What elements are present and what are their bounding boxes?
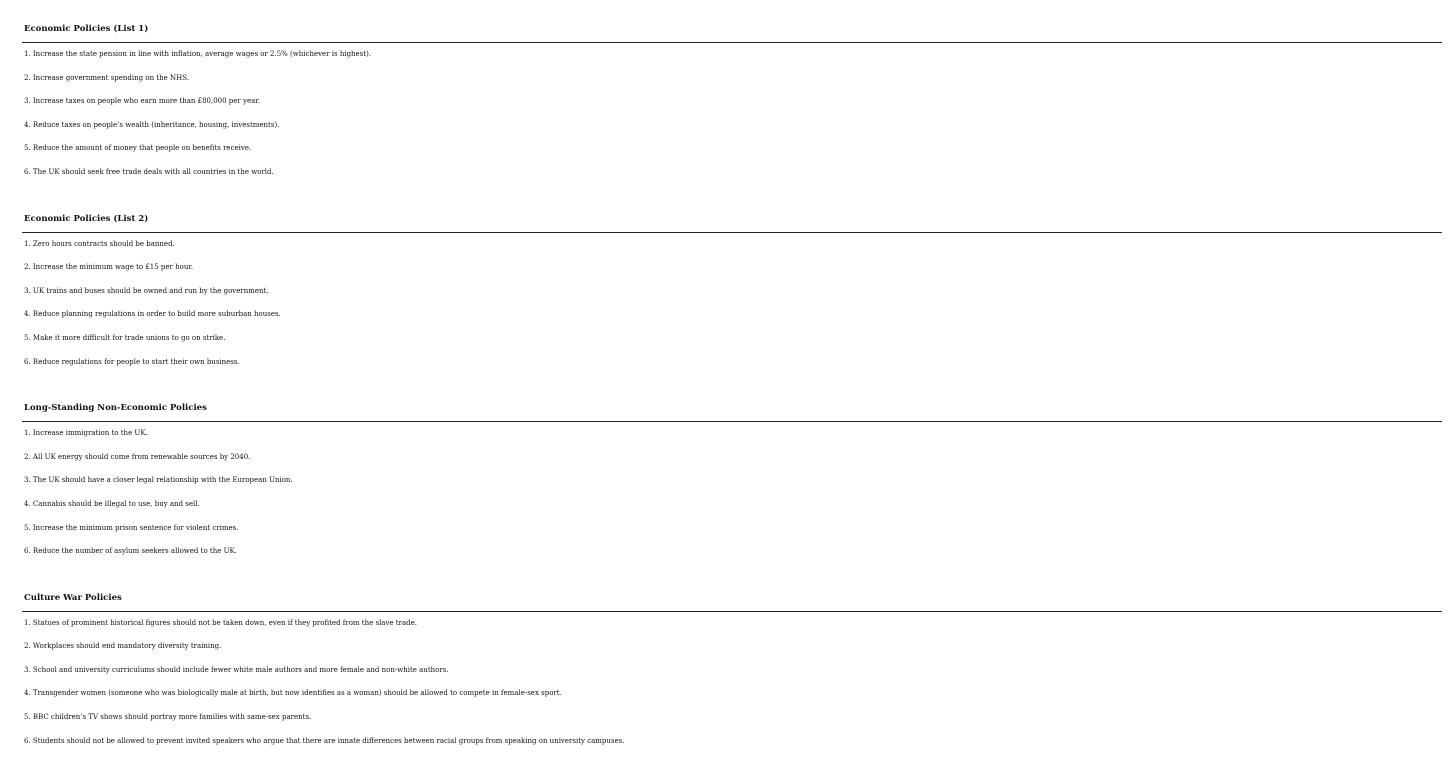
section-title: Culture War Policies	[22, 585, 1442, 612]
policy-text: Reduce the number of asylum seekers allowed to the UK.	[32, 547, 237, 556]
policy-item	[22, 303, 1442, 327]
policy-item	[22, 540, 1442, 564]
policy-item	[22, 256, 1442, 280]
item-number: 1 .	[24, 612, 33, 636]
policy-text: Increase the minimum prison sentence for violent crimes.	[32, 523, 239, 532]
policy-text: Increase government spending on the NHS.	[32, 73, 190, 82]
section-culture-war	[22, 585, 1442, 754]
item-number: 3 .	[24, 469, 33, 493]
policy-list	[22, 233, 1442, 375]
section-long-standing-non-economic	[22, 395, 1442, 564]
policy-list	[22, 612, 1442, 754]
policy-item	[22, 706, 1442, 730]
policy-text: Students should not be allowed to prevent invited speakers who argue that there are innate differences between racial groups from speaking on university campuses.	[32, 736, 625, 745]
item-number: 4 .	[24, 493, 33, 517]
policy-item	[22, 659, 1442, 683]
policy-text: Reduce planning regulations in order to build more suburban houses.	[32, 310, 281, 319]
item-number: 3 .	[24, 280, 33, 304]
policy-text: Reduce the amount of money that people on benefits receive.	[32, 144, 252, 153]
policy-text: Reduce regulations for people to start their own business.	[32, 357, 240, 366]
policy-text: UK trains and buses should be owned and run by the government.	[32, 286, 269, 295]
policy-item	[22, 161, 1442, 185]
item-number: 6 .	[24, 161, 33, 185]
item-number: 5 .	[24, 517, 33, 541]
item-number: 2 .	[24, 67, 33, 91]
policy-item	[22, 517, 1442, 541]
policy-item	[22, 90, 1442, 114]
item-number: 1 .	[24, 422, 33, 446]
policy-item	[22, 469, 1442, 493]
policy-list	[22, 43, 1442, 185]
item-number: 3 .	[24, 659, 33, 683]
item-number: 5 .	[24, 706, 33, 730]
policy-item	[22, 114, 1442, 138]
policy-item	[22, 422, 1442, 446]
item-number: 2 .	[24, 635, 33, 659]
item-number: 2 .	[24, 256, 33, 280]
policy-item	[22, 351, 1442, 375]
policy-list	[22, 422, 1442, 564]
item-number: 4 .	[24, 303, 33, 327]
item-number: 6 .	[24, 730, 33, 754]
item-number: 5 .	[24, 137, 33, 161]
policy-text: School and university curriculums should include fewer white male authors and more female and non-white authors.	[32, 665, 449, 674]
policy-text: Increase taxes on people who earn more than £80,000 per year.	[32, 97, 261, 106]
policy-text: Transgender women (someone who was biologically male at birth, but now identifies as a woman) should be allowed to compete in female-sex sport.	[32, 689, 562, 698]
policy-item	[22, 327, 1442, 351]
policy-text: All UK energy should come from renewable sources by 2040.	[32, 452, 251, 461]
item-number: 1 .	[24, 43, 33, 67]
policy-item	[22, 43, 1442, 67]
policy-text: Increase immigration to the UK.	[32, 429, 148, 438]
item-number: 1 .	[24, 233, 33, 257]
section-title: Long-Standing Non-Economic Policies	[22, 395, 1442, 422]
policy-item	[22, 446, 1442, 470]
policy-item	[22, 67, 1442, 91]
item-number: 5 .	[24, 327, 33, 351]
section-economic-list-1	[22, 16, 1442, 185]
policy-text: BBC children’s TV shows should portray more families with same-sex parents.	[32, 713, 312, 722]
policy-text: Workplaces should end mandatory diversity training.	[32, 642, 222, 651]
item-number: 2 .	[24, 446, 33, 470]
section-title: Economic Policies (List 1)	[22, 16, 1442, 43]
item-number: 6 .	[24, 351, 33, 375]
policy-text: Reduce taxes on people’s wealth (inheritance, housing, investments).	[32, 120, 280, 129]
section-title: Economic Policies (List 2)	[22, 206, 1442, 233]
policy-text: The UK should seek free trade deals with all countries in the world.	[32, 167, 274, 176]
policy-item	[22, 233, 1442, 257]
policy-item	[22, 493, 1442, 517]
policy-item	[22, 730, 1442, 754]
item-number: 3 .	[24, 90, 33, 114]
section-economic-list-2	[22, 206, 1442, 375]
policy-text: Statues of prominent historical figures should not be taken down, even if they profited from the slave trade.	[32, 618, 417, 627]
policy-item	[22, 682, 1442, 706]
item-number: 4 .	[24, 682, 33, 706]
item-number: 6 .	[24, 540, 33, 564]
policy-text: Increase the state pension in line with inflation, average wages or 2.5% (whichever is highest).	[32, 50, 372, 58]
policy-text: Make it more difficult for trade unions to go on strike.	[32, 333, 226, 342]
policy-item	[22, 635, 1442, 659]
policy-document	[22, 16, 1442, 774]
policy-text: Increase the minimum wage to £15 per hour.	[32, 263, 194, 272]
policy-text: Zero hours contracts should be banned.	[32, 239, 175, 248]
policy-item	[22, 137, 1442, 161]
policy-text: Cannabis should be illegal to use, buy and sell.	[32, 499, 200, 508]
policy-item	[22, 612, 1442, 636]
policy-item	[22, 280, 1442, 304]
item-number: 4 .	[24, 114, 33, 138]
policy-text: The UK should have a closer legal relationship with the European Union.	[32, 476, 293, 485]
